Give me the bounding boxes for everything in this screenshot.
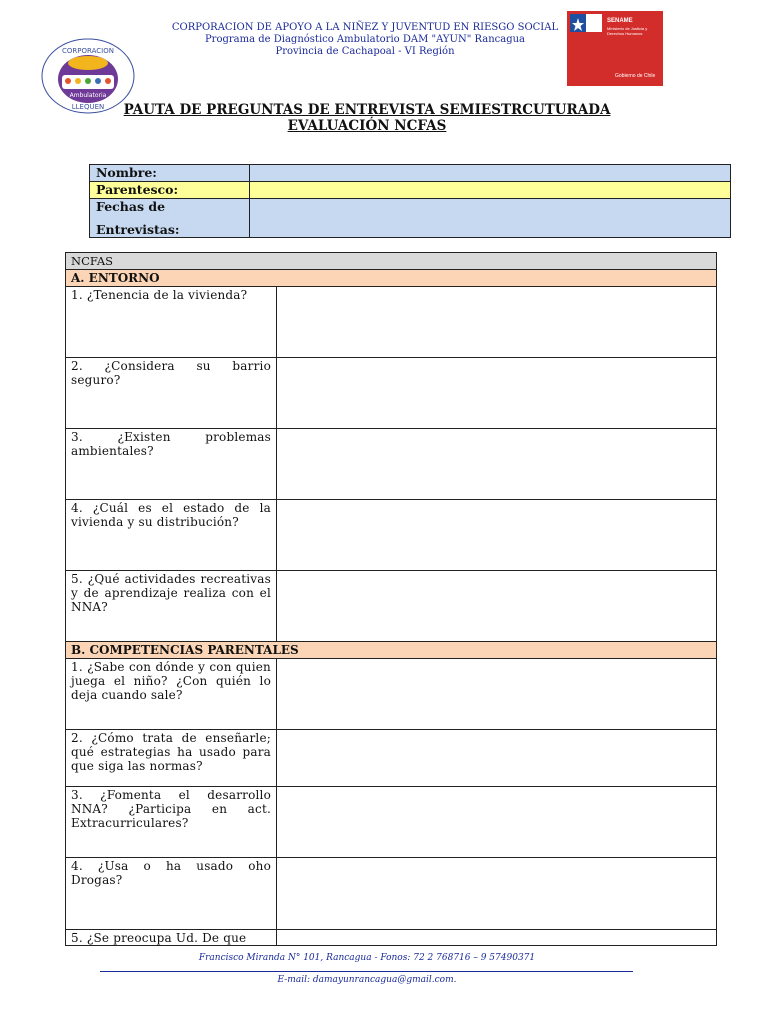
header-org-lines	[150, 22, 580, 58]
chile-shield-icon	[570, 14, 602, 50]
sename-subtitle: Ministerio de Justicia y Derechos Humanos	[607, 26, 648, 36]
svg-text:CORPORACION: CORPORACION	[62, 47, 114, 55]
table-row	[66, 429, 717, 500]
header-line-2: Programa de Diagnóstico Ambulatorio DAM "AYUN" Rancagua	[204, 34, 526, 45]
question-a1: 1. ¿Tenencia de la vivienda?	[66, 287, 277, 358]
answer-a5[interactable]	[277, 571, 717, 642]
parentesco-label: Parentesco:	[90, 182, 250, 199]
question-b4: 4. ¿Usa o ha usado oho Drogas?	[66, 858, 277, 930]
fechas-label-line-1: Fechas de	[96, 199, 166, 214]
table-row	[66, 287, 717, 358]
section-a-heading: A. ENTORNO	[66, 270, 717, 287]
answer-a4[interactable]	[277, 500, 717, 571]
footer-address: Francisco Miranda N° 101, Rancagua - Fonos: 72 2 768716 – 9 57490371	[198, 953, 536, 963]
table-row	[66, 787, 717, 858]
answer-a3[interactable]	[277, 429, 717, 500]
question-b1: 1. ¿Sabe con dónde y con quien juega el niño? ¿Con quién lo deja cuando sale?	[66, 659, 277, 730]
answer-b1[interactable]	[277, 659, 717, 730]
nombre-label: Nombre:	[90, 165, 250, 182]
question-a4: 4. ¿Cuál es el estado de la vivienda y su distribución?	[66, 500, 277, 571]
answer-b2[interactable]	[277, 730, 717, 787]
answer-b5[interactable]	[277, 930, 717, 946]
table-row	[66, 730, 717, 787]
sename-gobierno: Gobierno de Chile	[615, 73, 656, 79]
section-b-row	[66, 642, 717, 659]
fechas-row	[90, 199, 731, 238]
fechas-label-line-2: Entrevistas:	[96, 222, 180, 237]
fechas-label	[90, 199, 250, 238]
sename-logo	[567, 11, 663, 86]
parentesco-field[interactable]	[250, 182, 731, 199]
table-row	[66, 500, 717, 571]
nombre-field[interactable]	[250, 165, 731, 182]
document-title-line-2: EVALUACIÓN NCFAS	[287, 118, 447, 134]
fechas-field[interactable]	[250, 199, 731, 238]
svg-text:LLEQUEN: LLEQUEN	[71, 103, 105, 111]
section-b-heading: B. COMPETENCIAS PARENTALES	[66, 642, 717, 659]
answer-b3[interactable]	[277, 787, 717, 858]
header-line-3: Provincia de Cachapoal - VI Región	[275, 46, 455, 57]
parentesco-row	[90, 182, 731, 199]
svg-text:Ambulatoria: Ambulatoria	[69, 92, 107, 99]
question-b2: 2. ¿Cómo trata de enseñarle; qué estrategias ha usado para que siga las normas?	[66, 730, 277, 787]
question-b5: 5. ¿Se preocupa Ud. De que	[66, 930, 277, 946]
answer-b4[interactable]	[277, 858, 717, 930]
sename-title: SENAME	[607, 18, 633, 24]
question-a3: 3. ¿Existen problemas ambientales?	[66, 429, 277, 500]
question-a2: 2. ¿Considera su barrio seguro?	[66, 358, 277, 429]
ncfas-heading: NCFAS	[66, 253, 717, 270]
table-row	[66, 571, 717, 642]
table-row	[66, 358, 717, 429]
header-line-1: CORPORACION DE APOYO A LA NIÑEZ Y JUVENTUD EN RIESGO SOCIAL	[171, 22, 559, 33]
ncfas-heading-row	[66, 253, 717, 270]
section-a-row	[66, 270, 717, 287]
answer-a2[interactable]	[277, 358, 717, 429]
footer-email: E-mail: damayunrancagua@gmail.com.	[277, 975, 457, 985]
question-b3: 3. ¿Fomenta el desarrollo NNA? ¿Participa en act. Extracurriculares?	[66, 787, 277, 858]
nombre-row	[90, 165, 731, 182]
interviewee-info-table	[89, 164, 731, 238]
footer-divider	[100, 971, 633, 972]
answer-a1[interactable]	[277, 287, 717, 358]
table-row	[66, 659, 717, 730]
ncfas-question-table	[65, 252, 717, 946]
question-a5: 5. ¿Qué actividades recreativas y de aprendizaje realiza con el NNA?	[66, 571, 277, 642]
table-row	[66, 930, 717, 946]
table-row	[66, 858, 717, 930]
document-title-line-1: PAUTA DE PREGUNTAS DE ENTREVISTA SEMIESTRCUTURADA	[123, 102, 611, 118]
